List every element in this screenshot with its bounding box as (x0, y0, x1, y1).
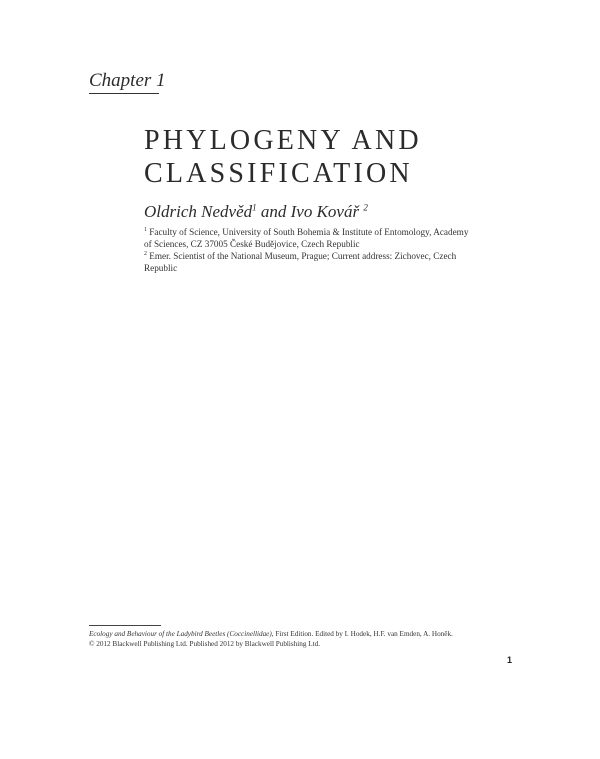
footnote-line-1 (89, 629, 509, 639)
chapter-title-line-2: CLASSIFICATION (144, 158, 413, 189)
footnote-rule (89, 625, 161, 626)
author-1-marker: 1 (252, 202, 257, 213)
author-line (144, 202, 368, 222)
affiliation-1-marker: 1 (144, 226, 147, 233)
affiliation-2-text: Emer. Scientist of the National Museum, Prague; Current address: Zichovec, Czech Republic (144, 251, 457, 273)
author-connector: and (256, 202, 291, 221)
author-2-marker: 2 (363, 202, 368, 213)
footnote (89, 629, 509, 649)
author-2-name: Ivo Kovář (290, 202, 360, 221)
chapter-underline (89, 93, 159, 94)
chapter-title (144, 124, 422, 190)
book-title: Ecology and Behaviour of the Ladybird Beetles (Coccinellidae) (89, 630, 272, 638)
chapter-title-line-1: PHYLOGENY AND (144, 125, 422, 156)
affiliation-2-marker: 2 (144, 250, 147, 257)
edition-text: , First Edition. Edited by I. Hodek, H.F. van Emden, A. Honěk. (271, 630, 453, 638)
copyright-text: © 2012 Blackwell Publishing Ltd. Published 2012 by Blackwell Publishing Ltd. (89, 640, 321, 648)
chapter-label: Chapter 1 (89, 70, 166, 91)
affiliation-1-text: Faculty of Science, University of South Bohemia & Institute of Entomology, Academy of Sciences, CZ 37005 České Budějovice, Czech Republic (144, 227, 469, 249)
affiliation-2 (144, 250, 474, 274)
affiliation-1 (144, 226, 474, 250)
page-number: 1 (506, 655, 512, 665)
author-1-name: Oldrich Nedvěd (144, 202, 253, 221)
